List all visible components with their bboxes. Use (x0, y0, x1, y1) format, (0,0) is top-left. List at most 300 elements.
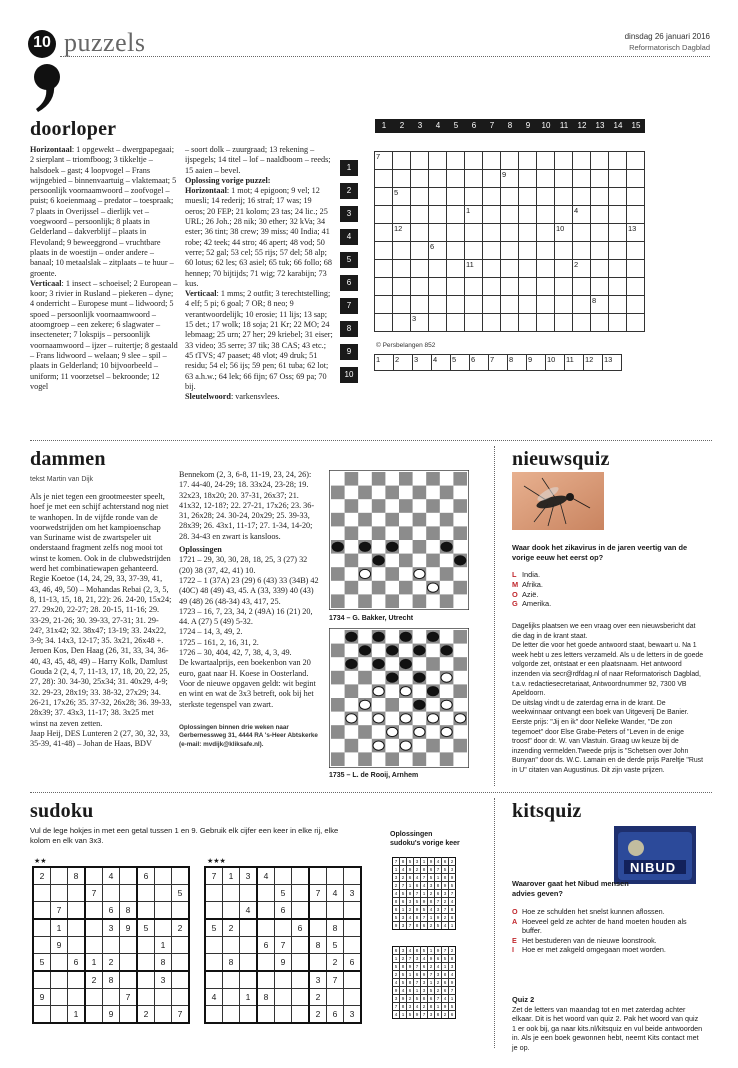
sudoku-cell[interactable] (33, 919, 51, 937)
crossword-cell[interactable] (591, 224, 609, 242)
crossword-cell[interactable] (627, 296, 645, 314)
crossword-cell[interactable] (411, 242, 429, 260)
sudoku-cell[interactable]: 1 (85, 954, 103, 972)
sudoku-cell[interactable]: 4 (205, 989, 223, 1006)
crossword-cell[interactable] (411, 278, 429, 296)
crossword-cell[interactable] (501, 278, 519, 296)
crossword-cell[interactable] (501, 170, 519, 188)
crossword-cell[interactable] (609, 260, 627, 278)
crossword-cell[interactable] (375, 260, 393, 278)
sudoku-cell[interactable]: 6 (137, 867, 155, 885)
crossword-cell[interactable] (519, 296, 537, 314)
crossword-cell[interactable] (465, 242, 483, 260)
crossword-cell[interactable] (627, 170, 645, 188)
crossword-cell[interactable] (609, 188, 627, 206)
sudoku-cell[interactable]: 7 (120, 989, 138, 1006)
crossword-cell[interactable] (609, 170, 627, 188)
sudoku-cell[interactable] (327, 902, 344, 920)
crossword-cell[interactable] (609, 224, 627, 242)
crossword-cell[interactable] (573, 170, 591, 188)
sudoku-cell[interactable]: 8 (257, 989, 275, 1006)
crossword-cell[interactable] (465, 260, 483, 278)
sudoku-cell[interactable] (257, 971, 275, 989)
sudoku-cell[interactable] (172, 989, 190, 1006)
keyword-cell-1[interactable]: 1 (375, 355, 394, 371)
sudoku-cell[interactable]: 3 (344, 885, 362, 902)
crossword-cell[interactable] (465, 314, 483, 332)
sudoku-cell[interactable] (85, 989, 103, 1006)
sudoku-cell[interactable] (155, 1006, 172, 1024)
sudoku-cell[interactable] (120, 885, 138, 902)
sudoku-cell[interactable] (275, 1006, 292, 1024)
crossword-cell[interactable] (429, 278, 447, 296)
crossword-cell[interactable] (555, 278, 573, 296)
crossword-cell[interactable] (573, 206, 591, 224)
crossword-cell[interactable] (483, 242, 501, 260)
quiz-option[interactable] (512, 936, 704, 946)
sudoku-cell[interactable] (137, 971, 155, 989)
crossword-cell[interactable] (483, 188, 501, 206)
crossword-cell[interactable] (465, 224, 483, 242)
crossword-cell[interactable] (501, 296, 519, 314)
sudoku-cell[interactable]: 1 (68, 1006, 86, 1024)
sudoku-cell[interactable]: 6 (68, 954, 86, 972)
sudoku-cell[interactable]: 9 (120, 919, 138, 937)
crossword-cell[interactable] (465, 296, 483, 314)
sudoku-cell[interactable] (292, 937, 310, 954)
sudoku-cell[interactable]: 6 (327, 1006, 344, 1024)
sudoku-cell[interactable] (68, 885, 86, 902)
sudoku-cell[interactable] (51, 867, 68, 885)
sudoku-cell[interactable] (292, 902, 310, 920)
sudoku-cell[interactable] (103, 937, 120, 954)
sudoku-cell[interactable] (155, 989, 172, 1006)
sudoku-cell[interactable]: 4 (257, 867, 275, 885)
crossword-cell[interactable] (501, 242, 519, 260)
crossword-cell[interactable] (537, 260, 555, 278)
sudoku-cell[interactable] (137, 885, 155, 902)
sudoku-cell[interactable] (172, 902, 190, 920)
crossword-cell[interactable] (555, 296, 573, 314)
sudoku-cell[interactable]: 4 (240, 902, 258, 920)
sudoku-cell[interactable] (120, 971, 138, 989)
crossword-cell[interactable] (537, 224, 555, 242)
crossword-cell[interactable] (483, 296, 501, 314)
sudoku-cell[interactable]: 8 (327, 919, 344, 937)
crossword-cell[interactable] (537, 188, 555, 206)
crossword-cell[interactable] (627, 206, 645, 224)
sudoku-cell[interactable]: 8 (68, 867, 86, 885)
sudoku-cell[interactable]: 2 (33, 867, 51, 885)
crossword-cell[interactable] (519, 242, 537, 260)
crossword-cell[interactable] (501, 188, 519, 206)
keyword-cell-12[interactable]: 12 (584, 355, 603, 371)
crossword-cell[interactable] (537, 242, 555, 260)
sudoku-cell[interactable] (309, 867, 327, 885)
keyword-cell-8[interactable]: 8 (508, 355, 527, 371)
crossword-cell[interactable] (393, 188, 411, 206)
crossword-cell[interactable] (609, 296, 627, 314)
sudoku-cell[interactable] (223, 902, 240, 920)
crossword-cell[interactable] (555, 242, 573, 260)
sudoku-cell[interactable] (292, 1006, 310, 1024)
sudoku-cell[interactable] (344, 902, 362, 920)
crossword-cell[interactable] (591, 314, 609, 332)
sudoku-cell[interactable]: 7 (309, 885, 327, 902)
sudoku-cell[interactable]: 1 (51, 919, 68, 937)
crossword-cell[interactable] (501, 260, 519, 278)
sudoku-cell[interactable] (120, 1006, 138, 1024)
sudoku-cell[interactable] (275, 971, 292, 989)
crossword-cell[interactable] (447, 260, 465, 278)
quiz-option[interactable] (512, 570, 702, 580)
crossword-cell[interactable] (609, 278, 627, 296)
crossword-cell[interactable] (519, 260, 537, 278)
keyword-cell-2[interactable]: 2 (394, 355, 413, 371)
sudoku-cell[interactable] (327, 867, 344, 885)
crossword-cell[interactable] (627, 242, 645, 260)
crossword-cell[interactable] (519, 170, 537, 188)
crossword-cell[interactable] (465, 188, 483, 206)
crossword-cell[interactable] (573, 260, 591, 278)
crossword-cell[interactable] (609, 206, 627, 224)
sudoku-cell[interactable] (240, 919, 258, 937)
sudoku-cell[interactable] (120, 867, 138, 885)
quiz-option[interactable] (512, 917, 704, 936)
sudoku-cell[interactable] (240, 885, 258, 902)
sudoku-cell[interactable] (223, 1006, 240, 1024)
crossword-cell[interactable] (393, 314, 411, 332)
sudoku-cell[interactable] (275, 867, 292, 885)
sudoku-cell[interactable] (51, 954, 68, 972)
crossword-cell[interactable] (465, 278, 483, 296)
crossword-cell[interactable] (627, 260, 645, 278)
crossword-cell[interactable] (393, 296, 411, 314)
sudoku-cell[interactable] (344, 919, 362, 937)
sudoku-cell[interactable]: 7 (275, 937, 292, 954)
crossword-cell[interactable] (591, 296, 609, 314)
sudoku-cell[interactable] (292, 954, 310, 972)
sudoku-cell[interactable] (85, 1006, 103, 1024)
crossword-cell[interactable] (519, 152, 537, 170)
crossword-cell[interactable] (447, 242, 465, 260)
sudoku-cell[interactable] (120, 954, 138, 972)
sudoku-cell[interactable]: 4 (327, 885, 344, 902)
crossword-cell[interactable] (591, 278, 609, 296)
crossword-cell[interactable] (519, 278, 537, 296)
sudoku-cell[interactable]: 5 (33, 954, 51, 972)
crossword-cell[interactable] (591, 188, 609, 206)
crossword-cell[interactable] (537, 152, 555, 170)
crossword-cell[interactable] (627, 224, 645, 242)
keyword-cell-11[interactable]: 11 (565, 355, 584, 371)
sudoku-cell[interactable]: 5 (137, 919, 155, 937)
sudoku-cell[interactable]: 2 (309, 1006, 327, 1024)
crossword-cell[interactable] (483, 224, 501, 242)
sudoku-cell[interactable] (51, 1006, 68, 1024)
crossword-cell[interactable] (447, 152, 465, 170)
keyword-cell-6[interactable]: 6 (470, 355, 489, 371)
sudoku-cell[interactable]: 2 (223, 919, 240, 937)
crossword-cell[interactable] (429, 170, 447, 188)
crossword-cell[interactable] (573, 188, 591, 206)
crossword-cell[interactable] (591, 170, 609, 188)
crossword-cell[interactable] (573, 314, 591, 332)
crossword-cell[interactable] (555, 260, 573, 278)
sudoku-cell[interactable]: 3 (344, 1006, 362, 1024)
sudoku-cell[interactable]: 8 (223, 954, 240, 972)
crossword-cell[interactable] (573, 224, 591, 242)
sudoku-cell[interactable] (344, 971, 362, 989)
quiz-option[interactable] (512, 599, 702, 609)
crossword-cell[interactable] (501, 224, 519, 242)
sudoku-cell[interactable]: 9 (103, 1006, 120, 1024)
sudoku-cell[interactable] (155, 885, 172, 902)
sudoku-cell[interactable] (223, 937, 240, 954)
sudoku-cell[interactable] (172, 954, 190, 972)
sudoku-cell[interactable] (240, 954, 258, 972)
crossword-cell[interactable] (411, 170, 429, 188)
sudoku-cell[interactable] (137, 989, 155, 1006)
crossword-cell[interactable] (447, 188, 465, 206)
sudoku-cell[interactable] (68, 971, 86, 989)
sudoku-cell[interactable] (257, 885, 275, 902)
sudoku-cell[interactable] (292, 867, 310, 885)
crossword-cell[interactable] (447, 278, 465, 296)
sudoku-cell[interactable] (33, 937, 51, 954)
sudoku-cell[interactable]: 2 (137, 1006, 155, 1024)
sudoku-cell[interactable] (137, 902, 155, 920)
sudoku-cell[interactable] (137, 954, 155, 972)
crossword-cell[interactable] (375, 296, 393, 314)
crossword-cell[interactable] (465, 170, 483, 188)
sudoku-cell[interactable] (103, 885, 120, 902)
sudoku-cell[interactable]: 5 (205, 919, 223, 937)
crossword-cell[interactable] (411, 260, 429, 278)
sudoku-cell[interactable] (292, 971, 310, 989)
crossword-cell[interactable] (609, 314, 627, 332)
sudoku-cell[interactable] (172, 971, 190, 989)
sudoku-cell[interactable] (205, 954, 223, 972)
crossword-cell[interactable] (573, 242, 591, 260)
sudoku-cell[interactable] (223, 989, 240, 1006)
crossword-cell[interactable] (537, 278, 555, 296)
crossword-cell[interactable] (555, 170, 573, 188)
sudoku-cell[interactable]: 7 (85, 885, 103, 902)
crossword-cell[interactable] (483, 278, 501, 296)
crossword-cell[interactable] (429, 206, 447, 224)
sudoku-cell[interactable] (257, 954, 275, 972)
sudoku-cell[interactable]: 8 (155, 954, 172, 972)
crossword-cell[interactable] (627, 278, 645, 296)
sudoku-cell[interactable] (103, 989, 120, 1006)
crossword-cell[interactable] (501, 314, 519, 332)
sudoku-cell[interactable] (51, 971, 68, 989)
keyword-cell-4[interactable]: 4 (432, 355, 451, 371)
sudoku-cell[interactable] (68, 919, 86, 937)
sudoku-cell[interactable] (275, 919, 292, 937)
crossword-cell[interactable] (573, 152, 591, 170)
sudoku-cell[interactable]: 7 (205, 867, 223, 885)
sudoku-cell[interactable] (68, 937, 86, 954)
keyword-cell-7[interactable]: 7 (489, 355, 508, 371)
crossword-cell[interactable] (411, 296, 429, 314)
crossword-cell[interactable] (375, 314, 393, 332)
sudoku-cell[interactable] (309, 919, 327, 937)
sudoku-cell[interactable] (309, 902, 327, 920)
sudoku-cell[interactable] (344, 867, 362, 885)
sudoku-cell[interactable] (327, 989, 344, 1006)
crossword-cell[interactable] (411, 152, 429, 170)
sudoku-cell[interactable] (33, 971, 51, 989)
sudoku-cell[interactable] (51, 989, 68, 1006)
sudoku-cell[interactable] (275, 989, 292, 1006)
crossword-cell[interactable] (591, 260, 609, 278)
sudoku-cell[interactable]: 6 (275, 902, 292, 920)
sudoku-cell[interactable]: 9 (33, 989, 51, 1006)
sudoku-cell[interactable] (205, 885, 223, 902)
sudoku-cell[interactable]: 9 (275, 954, 292, 972)
crossword-cell[interactable] (591, 152, 609, 170)
sudoku-cell[interactable]: 5 (275, 885, 292, 902)
sudoku-cell[interactable] (155, 919, 172, 937)
crossword-cell[interactable] (429, 152, 447, 170)
sudoku-cell[interactable] (85, 919, 103, 937)
crossword-cell[interactable] (375, 188, 393, 206)
sudoku-cell[interactable] (33, 885, 51, 902)
crossword-cell[interactable] (627, 188, 645, 206)
sudoku-cell[interactable] (85, 902, 103, 920)
crossword-cell[interactable] (375, 224, 393, 242)
sudoku-cell[interactable] (292, 885, 310, 902)
crossword-cell[interactable] (555, 152, 573, 170)
crossword-cell[interactable] (393, 170, 411, 188)
crossword-cell[interactable] (447, 206, 465, 224)
sudoku-cell[interactable]: 6 (344, 954, 362, 972)
quiz-option[interactable] (512, 907, 704, 917)
crossword-cell[interactable] (375, 152, 393, 170)
crossword-cell[interactable] (447, 224, 465, 242)
crossword-cell[interactable] (375, 242, 393, 260)
crossword-cell[interactable] (483, 260, 501, 278)
crossword-cell[interactable] (555, 224, 573, 242)
quiz-option[interactable] (512, 580, 702, 590)
sudoku-cell[interactable] (155, 867, 172, 885)
crossword-cell[interactable] (537, 206, 555, 224)
sudoku-cell[interactable]: 6 (257, 937, 275, 954)
sudoku-cell[interactable]: 7 (51, 902, 68, 920)
sudoku-cell[interactable] (223, 885, 240, 902)
crossword-cell[interactable] (393, 260, 411, 278)
crossword-cell[interactable] (537, 170, 555, 188)
sudoku-cell[interactable]: 3 (103, 919, 120, 937)
crossword-cell[interactable] (627, 152, 645, 170)
crossword-cell[interactable] (429, 260, 447, 278)
sudoku-cell[interactable] (33, 902, 51, 920)
sudoku-cell[interactable] (205, 1006, 223, 1024)
sudoku-cell[interactable]: 5 (327, 937, 344, 954)
crossword-cell[interactable] (537, 296, 555, 314)
sudoku-cell[interactable]: 3 (309, 971, 327, 989)
crossword-cell[interactable] (483, 152, 501, 170)
crossword-cell[interactable] (393, 224, 411, 242)
crossword-cell[interactable] (519, 206, 537, 224)
crossword-cell[interactable] (627, 314, 645, 332)
sudoku-cell[interactable]: 7 (172, 1006, 190, 1024)
crossword-cell[interactable] (555, 188, 573, 206)
quiz-option[interactable] (512, 590, 702, 600)
crossword-cell[interactable] (609, 242, 627, 260)
crossword-cell[interactable] (519, 188, 537, 206)
sudoku-cell[interactable] (155, 902, 172, 920)
sudoku-cell[interactable] (240, 1006, 258, 1024)
sudoku-cell[interactable]: 9 (51, 937, 68, 954)
crossword-cell[interactable] (483, 206, 501, 224)
crossword-cell[interactable] (555, 206, 573, 224)
sudoku-cell[interactable] (223, 971, 240, 989)
crossword-cell[interactable] (375, 206, 393, 224)
crossword-cell[interactable] (429, 242, 447, 260)
crossword-cell[interactable] (393, 152, 411, 170)
sudoku-cell[interactable]: 8 (309, 937, 327, 954)
crossword-cell[interactable] (447, 314, 465, 332)
crossword-cell[interactable] (519, 314, 537, 332)
crossword-cell[interactable] (429, 296, 447, 314)
crossword-cell[interactable] (429, 314, 447, 332)
sudoku-cell[interactable] (85, 867, 103, 885)
crossword-cell[interactable] (555, 314, 573, 332)
sudoku-cell[interactable] (120, 937, 138, 954)
keyword-cell-5[interactable]: 5 (451, 355, 470, 371)
crossword-cell[interactable] (483, 314, 501, 332)
sudoku-cell[interactable] (172, 937, 190, 954)
sudoku-cell[interactable]: 2 (309, 989, 327, 1006)
crossword-cell[interactable] (447, 296, 465, 314)
crossword-cell[interactable] (393, 278, 411, 296)
sudoku-cell[interactable] (309, 954, 327, 972)
sudoku-cell[interactable] (51, 885, 68, 902)
crossword-cell[interactable] (501, 206, 519, 224)
crossword-cell[interactable] (411, 314, 429, 332)
sudoku-cell[interactable] (137, 937, 155, 954)
sudoku-cell[interactable] (257, 902, 275, 920)
crossword-cell[interactable] (411, 206, 429, 224)
crossword-cell[interactable] (447, 170, 465, 188)
keyword-cell-10[interactable]: 10 (546, 355, 565, 371)
crossword-cell[interactable] (519, 224, 537, 242)
sudoku-cell[interactable]: 2 (172, 919, 190, 937)
sudoku-cell[interactable] (172, 867, 190, 885)
crossword-cell[interactable] (393, 242, 411, 260)
crossword-cell[interactable] (393, 206, 411, 224)
sudoku-cell[interactable] (68, 989, 86, 1006)
sudoku-cell[interactable]: 2 (85, 971, 103, 989)
sudoku-cell[interactable]: 6 (292, 919, 310, 937)
sudoku-cell[interactable] (205, 937, 223, 954)
crossword-cell[interactable] (573, 278, 591, 296)
sudoku-cell[interactable] (205, 971, 223, 989)
keyword-cell-13[interactable]: 13 (603, 355, 622, 371)
crossword-cell[interactable] (429, 224, 447, 242)
sudoku-cell[interactable]: 1 (223, 867, 240, 885)
sudoku-cell[interactable] (85, 937, 103, 954)
crossword-cell[interactable] (609, 152, 627, 170)
sudoku-cell[interactable]: 6 (103, 902, 120, 920)
crossword-cell[interactable] (501, 152, 519, 170)
sudoku-cell[interactable]: 7 (327, 971, 344, 989)
sudoku-cell[interactable] (205, 902, 223, 920)
crossword-cell[interactable] (573, 296, 591, 314)
